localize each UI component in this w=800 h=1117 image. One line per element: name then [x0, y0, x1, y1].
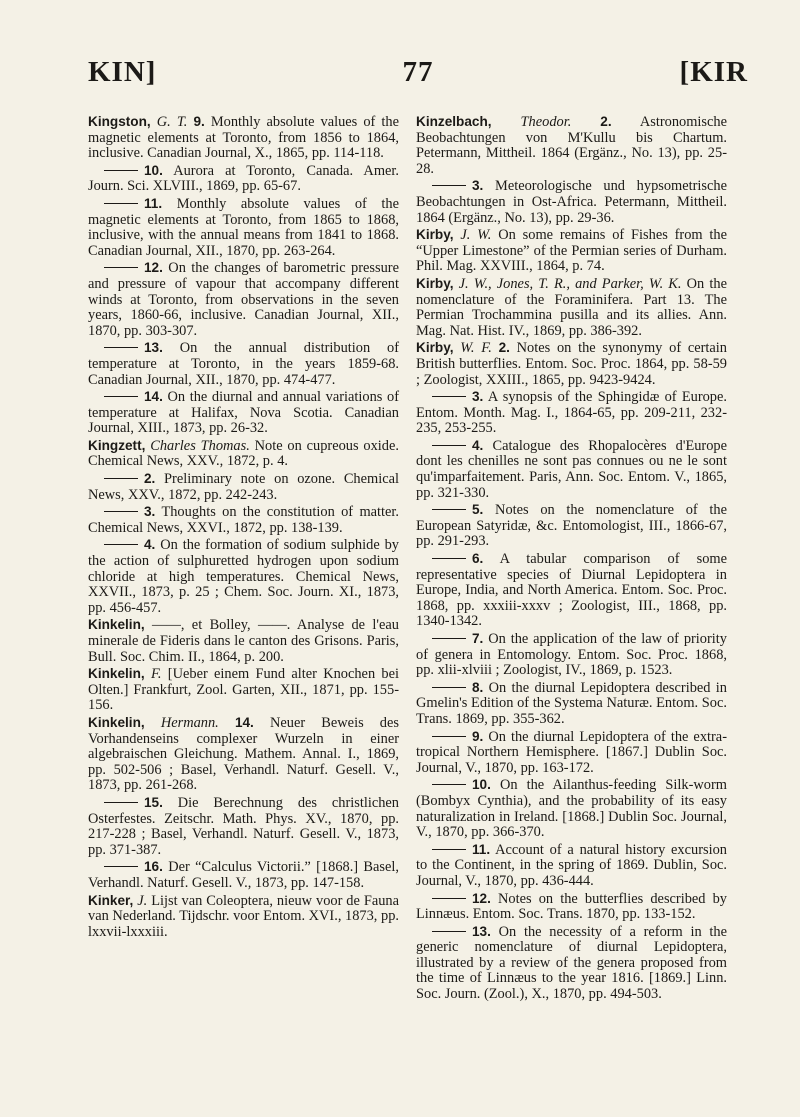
bibliography-subentry [416, 551, 727, 630]
entry-text: On the annual distribution of temperature at Toronto, in the years 1859-68. Canadian Journal, XII., 1870, pp. 474-477. [88, 340, 399, 388]
bibliography-entry [416, 227, 727, 275]
entry-author: Kinkelin, [88, 617, 145, 633]
entry-text: Notes on the synonymy of certain British butterflies. Entom. Soc. Proc. 1864, pp. 58-59 ; Zoologist, XXIII., 1865, pp. 9423-9424. [416, 340, 727, 388]
bibliography-subentry [416, 729, 727, 777]
entry-forename: W. F. [460, 340, 492, 357]
entry-number: 6. [472, 551, 484, 567]
entry-author: Kirby, [416, 275, 454, 291]
bibliography-subentry [416, 178, 727, 226]
entry-author: Kinzelbach, [416, 114, 492, 129]
ditto-rule [432, 784, 466, 785]
ditto-rule [432, 931, 466, 932]
bibliography-subentry [416, 680, 727, 728]
entry-forename: Theodor. [520, 114, 572, 130]
entry-author: Kirby, [416, 340, 454, 356]
bibliography-entry [416, 276, 727, 339]
ditto-rule [104, 267, 138, 268]
entry-number: 16. [144, 859, 163, 875]
entry-number: 11. [472, 841, 491, 857]
entry-forename: F. [150, 666, 162, 683]
entry-number: 8. [472, 679, 484, 695]
bibliography-subentry [88, 196, 399, 259]
entry-number: 10. [472, 777, 491, 793]
ditto-rule [432, 558, 466, 559]
bibliography-subentry [416, 389, 727, 437]
entry-author: Kingston, [88, 114, 151, 129]
entry-text: On the diurnal and annual variations of temperature at Halifax, Nova Scotia. Canadian Journal, XIII., 1873, pp. 26-32. [88, 389, 399, 437]
entry-author: Kinkelin, [88, 714, 145, 730]
ditto-rule [104, 396, 138, 397]
entry-author: Kingzett, [88, 437, 146, 453]
entry-text: A tabular comparison of some representative species of Diurnal Lepidoptera in Europe, India, and North America. Entom. Soc. Proc. 1868, pp. xxxiii-xxxv ; Zoologist, III., 1868, pp. 1340-1342. [416, 551, 727, 630]
entry-text: Monthly absolute values of the magnetic elements at Toronto, from 1865 to 1868, inclusive, with the annual means from 1841 to 1868. Canadian Journal, XII., 1870, pp. 263-264. [88, 195, 399, 259]
entry-text: On the formation of sodium sulphide by the action of sulphuretted hydrogen upon sodium chloride at high temperatures. Chemical News, XXVII., 1873, p. 25 ; Chem. Soc. Journ. XI., 1873, pp. 456-457. [88, 537, 399, 616]
entry-text: Monthly absolute values of the magnetic elements at Toronto, from 1856 to 1864, inclusive. Canadian Journal, X., 1865, pp. 114-118. [88, 114, 399, 162]
entry-author: Kinker, [88, 892, 134, 908]
entry-forename: J. W., Jones, T. R., and Parker, W. K. [458, 275, 682, 292]
ditto-rule [104, 866, 138, 867]
ditto-rule [432, 445, 466, 446]
entry-text: On the Ailanthus-feeding Silk-worm (Bombyx Cynthia), and the probability of its easy naturalization in Ireland. [1868.] Dublin Soc. Journal, V., 1870, pp. 366-370. [416, 777, 727, 841]
entry-text: Preliminary note on ozone. Chemical News, XXV., 1872, pp. 242-243. [88, 471, 399, 503]
entry-number: 4. [144, 537, 156, 553]
left-column [88, 113, 399, 940]
ditto-rule [104, 544, 138, 545]
entry-number: 7. [472, 631, 484, 646]
entry-text: On the nomenclature of the Foraminifera. Part 13. The Permian Trochammina pusilla and its allies. Ann. Mag. Nat. Hist. IV., 1869, pp. 386-392. [416, 275, 727, 339]
entry-number: 14. [234, 714, 254, 730]
entry-forename: G. T. [156, 114, 188, 130]
bibliography-subentry [88, 260, 399, 339]
bibliography-subentry [88, 163, 399, 195]
bibliography-subentry [416, 842, 727, 890]
entry-forename: Charles Thomas. [150, 437, 250, 454]
entry-number: 10. [144, 162, 163, 178]
ditto-rule [104, 478, 138, 479]
entry-author: Kirby, [416, 227, 454, 243]
entry-number: 9. [193, 114, 205, 129]
ditto-rule [432, 509, 466, 510]
entry-text: [Ueber einem Fund alter Knochen bei Olten.] Frankfurt, Zool. Garten, XII., 1871, pp. 155-156. [88, 666, 400, 714]
entry-number: 5. [472, 502, 484, 518]
entry-number: 12. [144, 260, 163, 276]
page-number: 77 [402, 56, 434, 88]
entry-forename: Hermann. [160, 714, 219, 731]
entry-number: 3. [472, 389, 484, 405]
bibliography-subentry [88, 504, 399, 536]
entry-text: Astronomische Beobachtungen von M'Kullu bis Chartum. Petermann, Mittheil. 1864 (Ergänz., No. 13), pp. 25-28. [416, 114, 727, 177]
entry-number: 3. [472, 178, 484, 194]
entry-text: Meteorologische und hypsometrische Beobachtungen in Ost-Africa. Petermann, Mittheil. 1864 (Ergänz., No. 13), pp. 29-36. [416, 178, 727, 226]
entry-number: 13. [144, 340, 163, 356]
bibliography-subentry [88, 859, 399, 891]
ditto-rule [432, 687, 466, 688]
header-left-guide: KIN] [88, 56, 157, 88]
entry-text: Account of a natural history excursion to the Continent, in the spring of 1869. Dublin, Soc. Journal, V., 1870, pp. 436-444. [416, 841, 727, 889]
entry-forename: J. [137, 892, 148, 909]
page-header [88, 56, 748, 92]
bibliography-entry [88, 438, 399, 470]
ditto-rule [432, 638, 466, 639]
entry-text: Thoughts on the constitution of matter. Chemical News, XXVI., 1872, pp. 138-139. [88, 504, 400, 536]
bibliography-subentry [88, 340, 399, 388]
entry-text: On the application of the law of priority of genera in Entomology. Entom. Soc. Proc. 1868, pp. xlii-xlviii ; Zoologist, IV., 1869, p. 1523. [416, 631, 727, 679]
ditto-rule [432, 736, 466, 737]
entry-number: 4. [472, 437, 484, 453]
entry-text: Neuer Beweis des Vorhandenseins complexer Wurzeln in einer algebraischen Gleichung. Mathem. Annal. I., 1869, pp. 502-506 ; Basel, Verhandl. Naturf. Gesell. V., 1873, pp. 261-268. [88, 714, 399, 794]
ditto-rule [432, 898, 466, 899]
bibliography-subentry [416, 777, 727, 840]
bibliography-entry [416, 340, 727, 388]
entry-forename: J. W. [460, 227, 492, 244]
bibliography-entry [88, 617, 399, 665]
entry-text: On the necessity of a reform in the generic nomenclature of diurnal Lepidoptera, illustrated by a review of the genera proposed from the time of Linnæus to the year 1816. [1869.] Linn. Soc. Journ. (Zool.), X., 1870, pp. 494-503. [416, 923, 727, 1003]
bibliography-entry [88, 893, 399, 941]
entry-text: Die Berechnung des christlichen Osterfestes. Zeitschr. Math. Phys. XV., 1870, pp. 217-228 ; Basel, Verhandl. Naturf. Gesell. V., 1873, pp. 371-387. [88, 794, 399, 858]
entry-text: On the changes of barometric pressure and pressure of vapour that accompany different winds at Toronto, from observations in the seven years, 1860-66, inclusive. Canadian Journal, XII., 1870, pp. 303-307. [88, 260, 399, 339]
entry-author: Kinkelin, [88, 666, 145, 682]
bibliography-subentry [88, 389, 399, 437]
bibliography-subentry [88, 537, 399, 616]
bibliography-subentry [416, 631, 727, 679]
bibliography-subentry [88, 795, 399, 858]
entry-text: Der “Calculus Victorii.” [1868.] Basel, Verhandl. Naturf. Gesell. V., 1873, pp. 147-158. [88, 859, 399, 891]
ditto-rule [104, 170, 138, 171]
entry-number: 2. [498, 340, 510, 356]
entry-number: 2. [144, 471, 156, 487]
entry-text: Notes on the butterflies described by Linnæus. Entom. Soc. Trans. 1870, pp. 133-152. [416, 890, 728, 923]
entry-number: 12. [472, 890, 491, 906]
ditto-rule [104, 203, 138, 204]
entry-text: Catalogue des Rhopalocères d'Europe dont les chenilles ne sont pas connues ou ne le sont qu'imparfaitement. Paris, Ann. Soc. Entom. V., 1865, pp. 321-330. [416, 437, 727, 501]
header-right-guide: [KIR [679, 56, 748, 88]
entry-text: Aurora at Toronto, Canada. Amer. Journ. Sci. XLVIII., 1869, pp. 65-67. [88, 162, 399, 195]
bibliography-entry [416, 114, 727, 177]
entry-text: Note on cupreous oxide. Chemical News, XXV., 1872, p. 4. [88, 437, 399, 470]
ditto-rule [104, 802, 138, 803]
bibliography-entry [88, 715, 399, 794]
entry-number: 13. [472, 923, 491, 939]
entry-number: 11. [144, 195, 163, 211]
entry-text: Lijst van Coleoptera, nieuw voor de Fauna van Nederland. Tijdschr. voor Entom. XVI., 1873, pp. lxxvii-lxxxiii. [88, 892, 399, 940]
entry-text: Notes on the nomenclature of the European Satyridæ, &c. Entomologist, III., 1866-67, pp. 291-293. [416, 502, 727, 550]
entry-number: 9. [472, 728, 484, 744]
ditto-rule [104, 511, 138, 512]
ditto-rule [432, 849, 466, 850]
bibliography-subentry [416, 502, 727, 550]
ditto-rule [432, 185, 466, 186]
entry-text: On the diurnal Lepidoptera of the extra-tropical Northern Hemisphere. [1867.] Dublin Soc. Journal, V., 1870, pp. 163-172. [416, 728, 727, 776]
entry-number: 2. [600, 114, 612, 129]
entry-number: 3. [144, 504, 156, 520]
bibliography-entry [88, 114, 399, 162]
bibliography-subentry [88, 471, 399, 503]
entry-number: 15. [144, 794, 163, 810]
entry-text: On the diurnal Lepidoptera described in Gmelin's Edition of the Systema Naturæ. Entom. Soc. Trans. 1869, pp. 355-362. [416, 679, 727, 727]
entry-number: 14. [144, 389, 163, 405]
bibliography-subentry [416, 438, 727, 501]
entry-text: ——, et Bolley, ——. Analyse de l'eau minerale de Fideris dans le canton des Grisons. Paris, Bull. Soc. Chim. II., 1864, p. 200. [88, 617, 399, 665]
bibliography-subentry [416, 891, 727, 923]
ditto-rule [104, 347, 138, 348]
ditto-rule [432, 396, 466, 397]
entry-text: On some remains of Fishes from the “Upper Limestone” of the Permian series of Durham. Phil. Mag. XXVIII., 1864, p. 74. [416, 227, 727, 275]
right-column [416, 113, 727, 1003]
bibliography-subentry [416, 924, 727, 1003]
entry-text: A synopsis of the Sphingidæ of Europe. Entom. Month. Mag. I., 1864-65, pp. 209-211, 232-235, 253-255. [416, 389, 727, 437]
bibliography-entry [88, 666, 399, 714]
